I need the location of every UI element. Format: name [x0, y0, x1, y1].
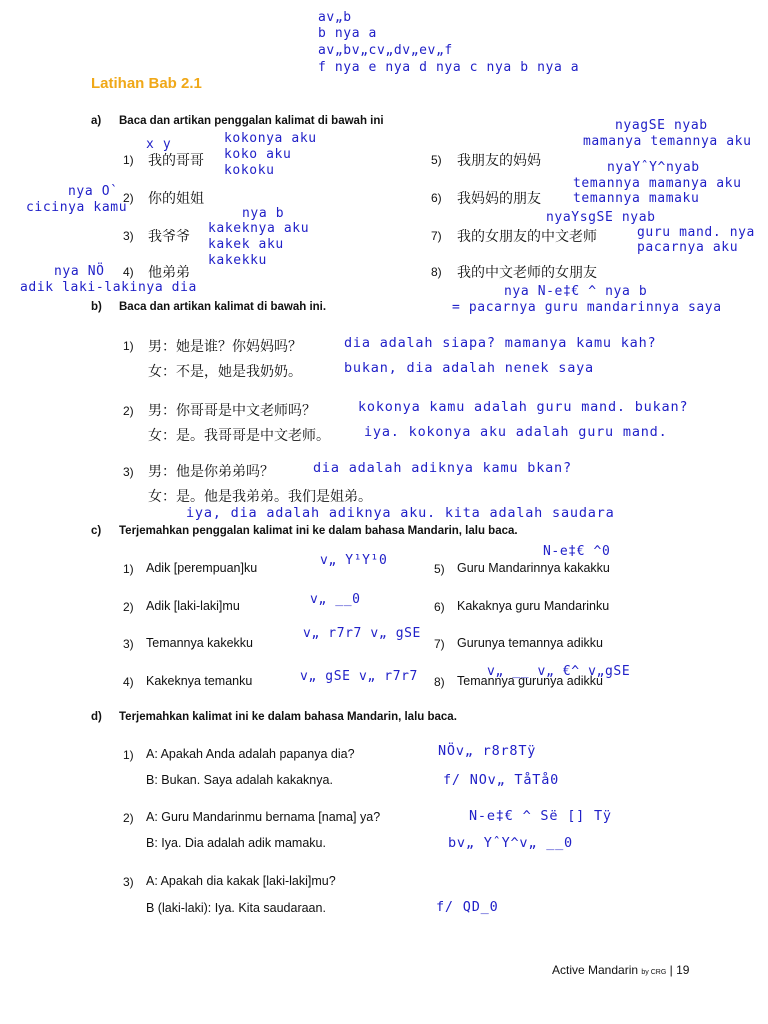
d-dialogue-num: 1): [123, 748, 134, 762]
a-item-zh: 他弟弟: [148, 265, 190, 281]
b-dialogue-num: 2): [123, 404, 134, 418]
a-item-zh: 你的姐姐: [148, 191, 204, 207]
b-dialogue-q: 男：她是谁？你妈妈吗？: [148, 339, 302, 355]
d-dialogue-a: A: Apakah Anda adalah papanya dia?: [146, 747, 355, 761]
section-a-heading: Baca dan artikan penggalan kalimat di bawah ini: [119, 115, 384, 127]
c-item-text: Temannya gurunya adikku: [457, 674, 603, 688]
note-a1: koko aku: [224, 147, 292, 162]
d-dialogue-num: 2): [123, 811, 134, 825]
a-item-num: 5): [431, 153, 442, 167]
top-note-4: f nya e nya d nya c nya b nya a: [318, 60, 580, 75]
b-dialogue-q-note: kokonya kamu adalah guru mand. bukan?: [358, 399, 689, 415]
a-item-zh: 我的哥哥: [148, 153, 204, 169]
b-dialogue-q: 男：你哥哥是中文老师吗？: [148, 403, 316, 419]
a-item-num: 3): [123, 229, 134, 243]
note-a5: nyagSE nyab: [615, 118, 708, 133]
c-note-5: N-e‡€ ^0: [543, 544, 611, 559]
note-a3: kakeknya aku: [208, 221, 310, 236]
d-dialogue-b-note: f/ NOv„ TåTå0: [443, 772, 560, 788]
a-item-num: 7): [431, 229, 442, 243]
note-a7: pacarnya aku: [637, 240, 739, 255]
note-a1: kokoku: [224, 163, 275, 178]
c-note-1: v„ Y¹Y¹0: [320, 553, 388, 568]
footer-page: 19: [676, 963, 690, 977]
note-a6: temannya mamanya aku: [573, 176, 742, 191]
b-dialogue-q-note: dia adalah siapa? mamanya kamu kah?: [344, 335, 657, 351]
a-item-zh: 我妈妈的朋友: [457, 191, 541, 207]
c-note-8: v„ __ v„ €^ v„gSE: [487, 664, 631, 679]
top-note-3: av„bv„cv„dv„ev„f: [318, 43, 453, 58]
d-dialogue-b: B: Bukan. Saya adalah kakaknya.: [146, 773, 333, 787]
b-dialogue-a: 女：是。我哥哥是中文老师。: [148, 428, 330, 444]
page-title: Latihan Bab 2.1: [91, 75, 202, 92]
a-item-num: 6): [431, 191, 442, 205]
c-item-num: 4): [123, 675, 134, 689]
d-dialogue-num: 3): [123, 875, 134, 889]
section-c-heading: Terjemahkan penggalan kalimat ini ke dalam bahasa Mandarin, lalu baca.: [119, 525, 518, 537]
c-note-2: v„ __0: [310, 592, 361, 607]
note-a5: mamanya temannya aku: [583, 134, 752, 149]
section-d-letter: d): [91, 711, 102, 723]
d-dialogue-a-note: N-e‡€ ^ Së [] Tÿ: [469, 808, 612, 824]
d-dialogue-b: B (laki-laki): Iya. Kita saudaraan.: [146, 901, 326, 915]
note-a4: adik laki-lakinya dia: [20, 280, 197, 295]
note-a7: nyaYsgSE nyab: [546, 210, 656, 225]
c-item-num: 7): [434, 637, 445, 651]
c-item-text: Kakaknya guru Mandarinku: [457, 599, 610, 613]
section-b-heading: Baca dan artikan kalimat di bawah ini.: [119, 301, 327, 313]
c-item-text: Temannya kakekku: [146, 636, 254, 650]
note-a1-xy: x y: [146, 137, 172, 152]
d-dialogue-b-note: f/ QD_0: [436, 899, 499, 915]
note-a2: nya O`: [68, 184, 119, 199]
b-dialogue-num: 3): [123, 465, 134, 479]
a-item-zh: 我的中文老师的女朋友: [457, 265, 597, 281]
note-a2: cicinya kamu: [26, 200, 128, 215]
d-dialogue-a: A: Guru Mandarinmu bernama [nama] ya?: [146, 810, 381, 824]
note-a6: nyaYˆY^nyab: [607, 160, 700, 175]
c-item-text: Adik [laki-laki]mu: [146, 599, 240, 613]
footer: [552, 963, 689, 977]
c-item-num: 3): [123, 637, 134, 651]
note-a1: kokonya aku: [224, 131, 317, 146]
c-item-num: 8): [434, 675, 445, 689]
d-dialogue-a: A: Apakah dia kakak [laki-laki]mu?: [146, 874, 336, 888]
b-dialogue-a: 女：是。他是我弟弟。我们是姐弟。: [148, 489, 372, 505]
a-item-zh: 我爷爷: [148, 229, 190, 245]
c-item-num: 2): [123, 600, 134, 614]
c-item-num: 6): [434, 600, 445, 614]
top-note-1: av„b: [318, 10, 352, 25]
b-dialogue-a-note: bukan, dia adalah nenek saya: [344, 360, 594, 376]
a-item-num: 4): [123, 265, 134, 279]
a-item-num: 1): [123, 153, 134, 167]
note-a4: nya NÖ: [54, 264, 105, 279]
c-item-num: 5): [434, 562, 445, 576]
top-note-2: b nya a: [318, 26, 377, 41]
note-a6: temannya mamaku: [573, 191, 700, 206]
footer-book: Active Mandarin: [552, 963, 639, 977]
b-dialogue-a: 女：不是，她是我奶奶。: [148, 364, 302, 380]
d-dialogue-a-note: NÖv„ r8r8Tÿ: [438, 743, 537, 759]
a-item-num: 2): [123, 191, 134, 205]
footer-by: by CRG: [641, 969, 667, 976]
a-item-zh: 我的女朋友的中文老师: [457, 229, 597, 245]
c-item-text: Gurunya temannya adikku: [457, 636, 603, 650]
d-dialogue-b: B: Iya. Dia adalah adik mamaku.: [146, 836, 326, 850]
d-dialogue-b-note: bv„ YˆY^v„ __0: [448, 835, 573, 851]
c-note-3: v„ r7r7 v„ gSE: [303, 626, 421, 641]
b-dialogue-a-note: iya, dia adalah adiknya aku. kita adalah saudara: [186, 505, 615, 521]
c-item-num: 1): [123, 562, 134, 576]
note-a3: kakek aku: [208, 237, 284, 252]
b-dialogue-a-note: iya. kokonya aku adalah guru mand.: [364, 424, 668, 440]
c-item-text: Guru Mandarinnya kakakku: [457, 561, 610, 575]
note-a3: kakekku: [208, 253, 267, 268]
c-item-text: Kakeknya temanku: [146, 674, 253, 688]
b-dialogue-q: 男：他是你弟弟吗？: [148, 464, 274, 480]
b-dialogue-q-note: dia adalah adiknya kamu bkan?: [313, 460, 572, 476]
a-item-zh: 我朋友的妈妈: [457, 153, 541, 169]
a-item-num: 8): [431, 265, 442, 279]
section-c-letter: c): [91, 525, 102, 537]
footer-sep: |: [669, 963, 673, 977]
section-d-heading: Terjemahkan kalimat ini ke dalam bahasa Mandarin, lalu baca.: [119, 711, 457, 723]
note-a8: = pacarnya guru mandarinnya saya: [452, 300, 722, 315]
note-a7: guru mand. nya: [637, 225, 755, 240]
c-note-4: v„ gSE v„ r7r7: [300, 669, 418, 684]
note-a3: nya b: [242, 206, 285, 221]
b-dialogue-num: 1): [123, 339, 134, 353]
note-a8: nya N-e‡€ ^ nya b: [504, 284, 648, 299]
section-a-letter: a): [91, 115, 102, 127]
c-item-text: Adik [perempuan]ku: [146, 561, 258, 575]
section-b-letter: b): [91, 301, 102, 313]
